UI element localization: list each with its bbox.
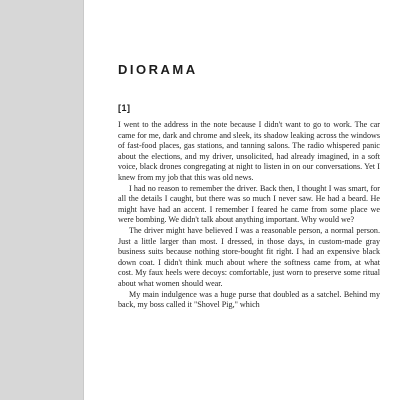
page-margin-edge [83,0,84,400]
chapter-title: DIORAMA [118,62,198,77]
body-text [118,120,380,311]
section-number: [1] [118,103,131,113]
page-margin-bar [0,0,83,400]
paragraph: The driver might have believed I was a reasonable person, a normal person. Just a little larger than most. I dressed, in those days, in custom-made gray business suits because nothing store-bought fit right. I had an expensive black down coat. I didn't think much about where the softness came from, at what cost. My faux heels were decoys: comfortable, just worn to preserve some ritual about what women should wear. [118,225,380,288]
paragraph: I went to the address in the note because I didn't want to go to work. The car came for me, dark and chrome and sleek, its shadow leaking across the windows of fast-food places, gas stations, and tanning salons. The radio whispered panic about the elections, and my driver, unsolicited, had already imagined, in a soft voice, black drones congregating at night to listen in on our conversations. Yet I knew from my job that this was old news. [118,120,380,182]
paragraph: I had no reason to remember the driver. Back then, I thought I was smart, for all the details I caught, but there was so much I never saw. He had a beard. He might have had an accent. I remember I feared he came from some place we were bombing. We didn't talk about anything important. Why would we? [118,183,380,225]
paragraph: My main indulgence was a huge purse that doubled as a satchel. Behind my back, my boss called it "Shovel Pig," which [118,289,380,310]
